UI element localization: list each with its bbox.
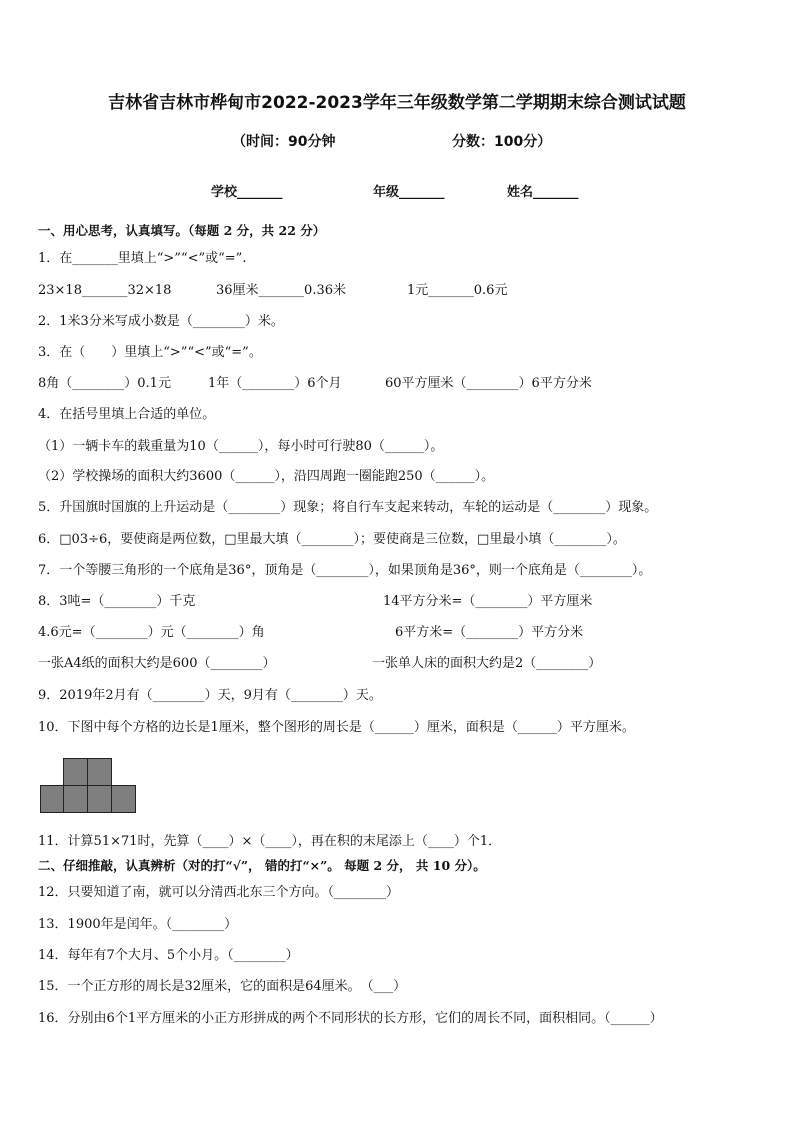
grid-square [63, 758, 88, 786]
question-8-a: 8．3吨=（________）千克 [38, 594, 196, 609]
grid-square [87, 785, 112, 813]
grid-square [111, 785, 136, 813]
question-8-e: 一张A4纸的面积大约是600（________） [38, 656, 276, 671]
question-16: 16．分别由6个1平方厘米的小正方形拼成的两个不同形状的长方形，它们的周长不同，面积相同。（______） [38, 1011, 663, 1026]
question-8-c: 4.6元=（________）元（________）角 [38, 625, 265, 640]
name-field: 姓名_______ [507, 185, 579, 200]
question-1-b: 36厘米_______0.36米 [216, 283, 346, 298]
question-10: 10．下图中每个方格的边长是1厘米，整个图形的周长是（______）厘米，面积是（______）平方厘米。 [38, 720, 635, 735]
question-9: 9．2019年2月有（________）天，9月有（________）天。 [38, 688, 382, 703]
grid-square [63, 785, 88, 813]
question-2: 2．1米3分米写成小数是（________）米。 [38, 314, 284, 329]
question-4-part-1: （1）一辆卡车的载重量为10（______），每小时可行驶80（______）。 [38, 439, 444, 454]
question-12: 12．只要知道了南，就可以分清西北东三个方向。（________） [38, 885, 400, 900]
question-1-c: 1元_______0.6元 [407, 283, 508, 298]
question-11: 11．计算51×71时，先算（____）×（____），再在积的末尾添上（____）个1． [38, 834, 502, 849]
question-8-d: 6平方米=（________）平方分米 [395, 625, 584, 640]
question-3-stem: 3．在（ ）里填上“>”“<”或“=”。 [38, 345, 262, 360]
question-6: 6．□03÷6，要使商是两位数，□里最大填（________）；要使商是三位数，□里最小填（________）。 [38, 532, 626, 547]
question-3-a: 8角（________）0.1元 [38, 376, 171, 391]
question-5: 5．升国旗时国旗的上升运动是（________）现象；将自行车支起来转动，车轮的运动是（________）现象。 [38, 500, 658, 515]
question-4-part-2: （2）学校操场的面积大约3600（______），沿四周跑一圈能跑250（______）。 [38, 469, 495, 484]
school-field: 学校_______ [211, 185, 283, 200]
question-8-b: 14平方分米=（________）平方厘米 [383, 594, 593, 609]
question-8-f: 一张单人床的面积大约是2（________） [372, 656, 602, 671]
grid-square [40, 785, 65, 813]
question-4-stem: 4．在括号里填上合适的单位。 [38, 407, 216, 422]
exam-score: 分数：100分） [452, 134, 552, 150]
grade-field: 年级_______ [373, 185, 445, 200]
question-14: 14．每年有7个大月、5个小月。（________） [38, 948, 299, 963]
question-3-c: 60平方厘米（________）6平方分米 [385, 376, 592, 391]
section-2-heading: 二、仔细推敲，认真辨析（对的打“√”， 错的打“×”。 每题 2 分， 共 10 分）。 [38, 858, 486, 873]
page-title: 吉林省吉林市桦甸市2022-2023学年三年级数学第二学期期末综合测试试题 [108, 93, 686, 113]
question-13: 13．1900年是闰年。（________） [38, 917, 238, 932]
question-1-a: 23×18_______32×18 [38, 283, 172, 298]
question-1-stem: 1．在_______里填上“>”“<”或“=”. [38, 251, 247, 266]
grid-square [87, 758, 112, 786]
grid-figure [40, 758, 140, 814]
question-3-b: 1年（________）6个月 [208, 376, 342, 391]
exam-time: （时间：90分钟 [232, 134, 336, 150]
question-7: 7．一个等腰三角形的一个底角是36°，顶角是（________），如果顶角是36°，则一个底角是（________）。 [38, 563, 652, 578]
question-15: 15．一个正方形的周长是32厘米，它的面积是64厘米。 （___） [38, 979, 407, 994]
section-1-heading: 一、用心思考，认真填写。（每题 2 分，共 22 分） [38, 223, 326, 238]
